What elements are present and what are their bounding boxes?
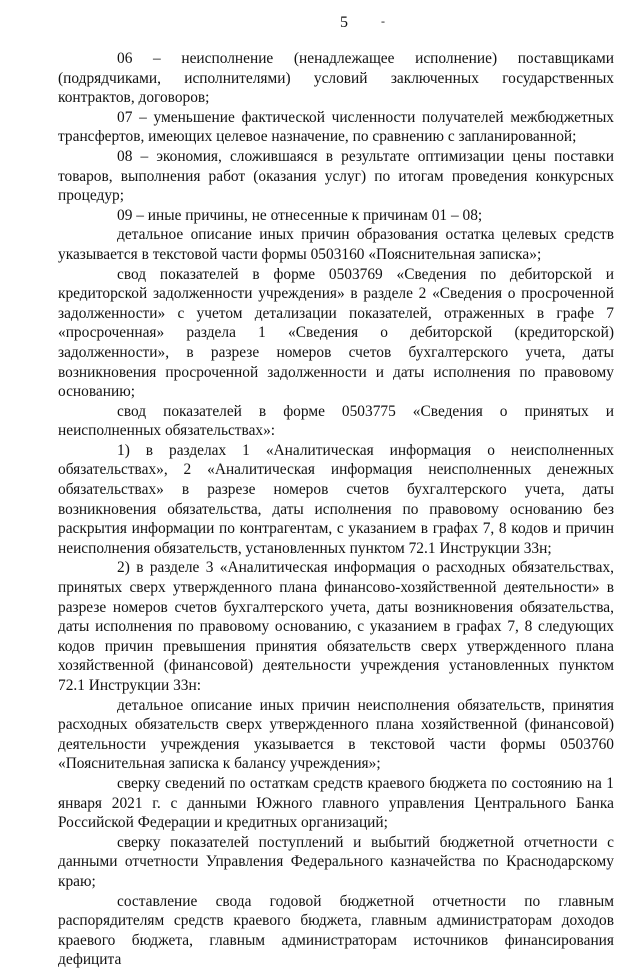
document-body <box>58 49 614 970</box>
paragraph-reason-07: 07 – уменьшение фактической численности получателей межбюджетных трансфертов, имеющих целевое назначение, по сравнению с запланированной; <box>58 108 614 146</box>
paragraph-item-2: 2) в разделе 3 «Аналитическая информация о расходных обязательствах, принятых сверх утвержденного плана финансово-хозяйственной деятельности» в разрезе номеров счетов бухгалтерского учета, даты возникновения обязательства, даты исполнения по правовому основанию, с указанием в графах 7, 8 следующих кодов причин превышения принятия обязательств сверх утвержденного плана хозяйственной (финансовой) деятельности учреждения установленных пунктом 72.1 Инструкции 33н: <box>58 559 614 694</box>
paragraph-form-0503760: детальное описание иных причин неисполнения обязательств, принятия расходных обязательств сверх утвержденного плана хозяйственной (финансовой) деятельности учреждения указывается в текстовой части формы 0503760 «Пояснительная записка к балансу учреждения»; <box>58 696 614 773</box>
header-mark: - <box>381 14 385 28</box>
paragraph-reason-09: 09 – иные причины, не отнесенные к причинам 01 – 08; <box>117 206 483 224</box>
paragraph-form-0503775: свод показателей в форме 0503775 «Сведения о принятых и неисполненных обязательствах»: <box>58 402 614 440</box>
paragraph-form-0503769: свод показателей в форме 0503769 «Сведения по дебиторской и кредиторской задолженности учреждения» в разделе 2 «Сведения о просроченной задолженности» с учетом детализации показателей, отраженных в графе 7 «просроченная» раздела 1 «Сведения о дебиторской (кредиторской) задолженности», в разрезе номеров счетов бухгалтерского учета, даты возникновения просроченной задолженности и даты исполнения по правовому основанию; <box>58 265 614 401</box>
paragraph-reason-06: 06 – неисполнение (ненадлежащее исполнение) поставщиками (подрядчиками, исполнителями) условий заключенных государственных контрактов, договоров; <box>58 50 614 107</box>
paragraph-balance-reconciliation: сверку сведений по остаткам средств краевого бюджета по состоянию на 1 января 2021 г. с данными Южного главного управления Центрального Банка Российской Федерации и кредитных организаций; <box>58 774 614 832</box>
paragraph-reason-08: 08 – экономия, сложившаяся в результате оптимизации цены поставки товаров, выполнения работ (оказания услуг) по итогам проведения конкурсных процедур; <box>58 147 614 205</box>
paragraph-annual-report-consolidation: составление свода годовой бюджетной отчетности по главным распорядителям средств краевого бюджета, главным администраторам доходов краевого бюджета, главным администраторам источников финансирования дефицита <box>58 892 614 969</box>
paragraph-other-reasons-description: детальное описание иных причин образования остатка целевых средств указывается в текстовой части формы 0503160 «Пояснительная записка»; <box>58 226 614 263</box>
paragraph-item-1: 1) в разделах 1 «Аналитическая информация о неисполненных обязательствах», 2 «Аналитическая информация неисполненных денежных обязательствах» в разрезе номеров счетов бухгалтерского учета, даты возникновения обязательства, даты исполнения по правовому основанию без раскрытия информации по контрагентам, с указанием в графах 7, 8 кодов и причин неисполнения обязательств, установленных пунктом 72.1 Инструкции 33н; <box>58 441 614 557</box>
page-number: 5 <box>340 14 348 31</box>
paragraph-treasury-reconciliation: сверку показателей поступлений и выбытий бюджетной отчетности с данными отчетности Управления Федерального казначейства по Краснодарскому краю; <box>58 833 614 890</box>
